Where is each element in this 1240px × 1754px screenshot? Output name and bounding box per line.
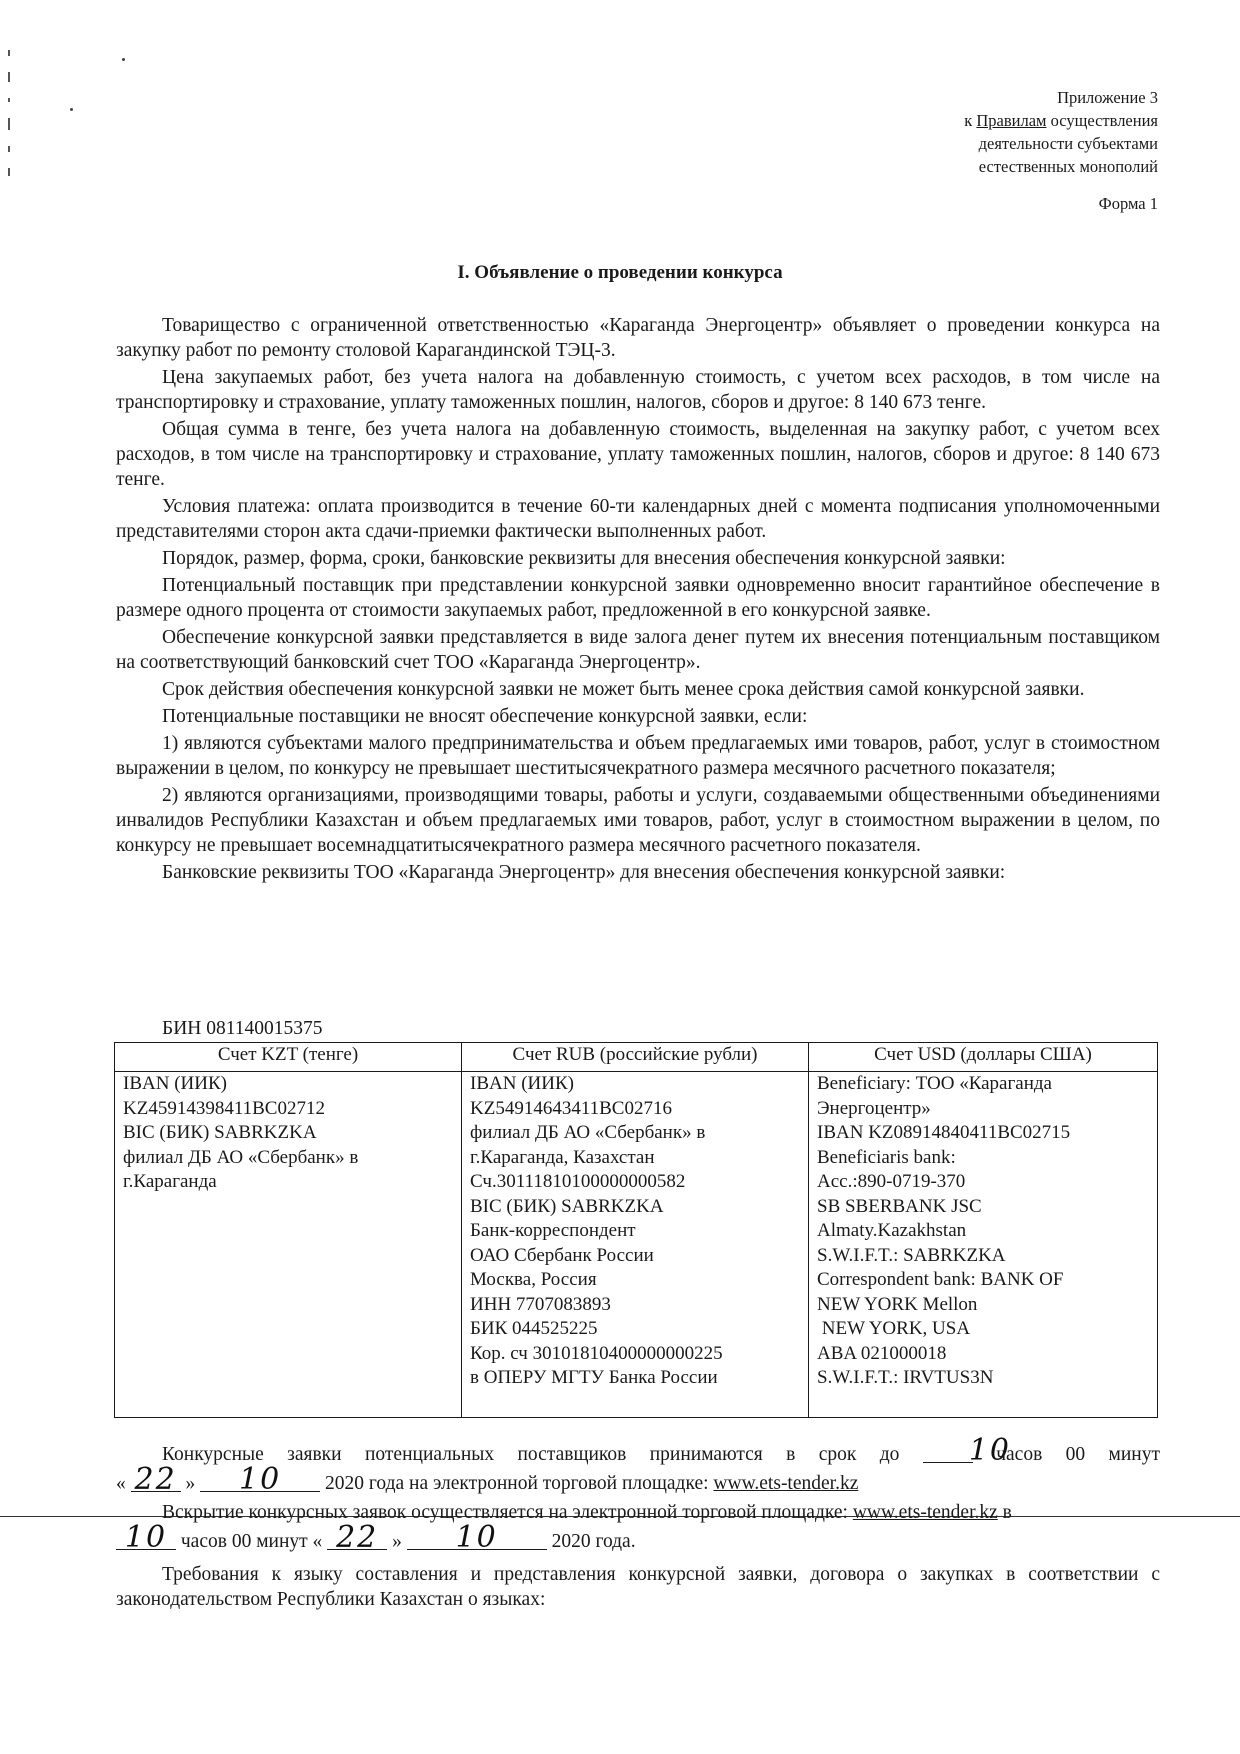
cell-line: Acc.:890-0719-370 — [817, 1171, 966, 1192]
form-number: Форма 1 — [1098, 194, 1158, 213]
cell-line: Almaty.Kazakhstan — [817, 1220, 967, 1241]
cell-line: г.Караганда, Казахстан — [470, 1146, 655, 1168]
cell-line: IBAN KZ08914840411BC02715 — [817, 1122, 1071, 1143]
document-title: I. Объявление о проведении конкурса — [457, 262, 783, 283]
kzt-account-cell — [115, 1072, 462, 1418]
opening-text: Вскрытие конкурсных заявок осуществляется на электронной торговой площадке: — [162, 1502, 853, 1523]
paragraph: Обеспечение конкурсной заявки представляется в виде залога денег путем их внесения потенциальным поставщиком на соответствующий банковский счет ТОО «Караганда Энергоцентр». — [116, 627, 1160, 673]
submission-text-3: 2020 года на электронной торговой площадке: — [325, 1473, 714, 1494]
scan-speck — [70, 108, 73, 111]
cell-line: ИНН 7707083893 — [470, 1293, 611, 1315]
opening-info: Вскрытие конкурсных заявок осуществляется на электронной торговой площадке: www.ets-tender.kz в 10 часов 00 минут « 22 » 10 2020 года. — [116, 1500, 1160, 1554]
paragraph: Условия платежа: оплата производится в течение 60-ти календарных дней с момента подписания уполномоченными представителями сторон акта сдачи-приемки фактически выполненных работ. — [116, 496, 1160, 542]
submission-text-2: часов 00 минут — [996, 1444, 1161, 1465]
table-row — [115, 1072, 1158, 1418]
cell-line: Москва, Россия — [470, 1269, 597, 1290]
paragraph: Порядок, размер, форма, сроки, банковские реквизиты для внесения обеспечения конкурсной заявки: — [162, 548, 1006, 569]
cell-line: IBAN (ИИК) — [470, 1073, 574, 1094]
paragraph: Цена закупаемых работ, без учета налога на добавленную стоимость, с учетом всех расходов, в том числе на транспортировку и страхование, уплату таможенных пошлин, налогов, сборов и другое: 8 140 673 тенге. — [116, 367, 1160, 413]
cell-line: филиал ДБ АО «Сбербанк» в — [123, 1146, 359, 1168]
cell-line: Банк-корреспондент — [470, 1220, 636, 1241]
bank-details-table — [114, 1042, 1158, 1418]
handwritten-day: 22 — [131, 1469, 181, 1492]
handwritten-hour: 10 — [116, 1527, 176, 1550]
language-requirements: Требования к языку составления и представления конкурсной заявки, договора о закупках в соответствии с законодательством Республики Казахстан о языках: — [116, 1564, 1160, 1610]
cell-line: S.W.I.F.T.: IRVTUS3N — [817, 1367, 994, 1388]
column-header-rub: Счет RUB (российские рубли) — [462, 1043, 809, 1072]
handwritten-month: 10 — [407, 1527, 547, 1550]
bin-number: БИН 081140015375 — [162, 1018, 323, 1039]
paragraph: Потенциальные поставщики не вносят обеспечение конкурсной заявки, если: — [162, 706, 808, 727]
header-line-3: деятельности субъектами — [978, 134, 1158, 153]
announcement-body — [116, 313, 1160, 887]
paragraph: Банковские реквизиты ТОО «Караганда Энергоцентр» для внесения обеспечения конкурсной заявки: — [162, 862, 1006, 883]
cell-line: Кор. сч 30101810400000000225 — [470, 1342, 723, 1364]
ets-tender-link[interactable]: www.ets-tender.kz — [852, 1502, 998, 1523]
rules-reference: к Правилам осуществления — [964, 111, 1158, 130]
handwritten-day: 22 — [327, 1527, 387, 1550]
opening-text-3: 2020 года. — [551, 1531, 636, 1552]
cell-line: г.Караганда — [123, 1171, 217, 1192]
column-header-usd: Счет USD (доллары США) — [809, 1043, 1158, 1072]
paragraph: 2) являются организациями, производящими товары, работы и услуги, создаваемыми общественными объединениями инвалидов Республики Казахстан и объем предлагаемых ими товаров, работ, услуг в стоимостном выражении в целом, по конкурсу не превышает восемнадцатитысячекратного размера месячного расчетного показателя. — [116, 785, 1160, 856]
cell-line: ABA 021000018 — [817, 1342, 947, 1364]
appendix-header — [964, 86, 1158, 178]
cell-line: Beneficiaris bank: — [817, 1146, 956, 1168]
cell-line: S.W.I.F.T.: SABRKZKA — [817, 1244, 1006, 1266]
rules-link[interactable]: Правилам — [976, 111, 1047, 130]
cell-line: Correspondent bank: BANK OF — [817, 1269, 1064, 1290]
cell-line: в ОПЕРУ МГТУ Банка России — [470, 1367, 718, 1388]
submission-deadline — [116, 1433, 1161, 1497]
quote-close: » — [392, 1531, 402, 1552]
paragraph: Общая сумма в тенге, без учета налога на добавленную стоимость, выделенная на закупку работ, с учетом всех расходов, в том числе на транспортировку и страхование, уплату таможенных пошлин, налогов, сборов и другое: 8 140 673 тенге. — [116, 419, 1160, 490]
rub-account-cell — [462, 1072, 809, 1418]
cell-line: BIC (БИК) SABRKZKA — [123, 1122, 317, 1143]
quote-close: » — [185, 1473, 196, 1494]
cell-line: Сч.30111810100000000582 — [470, 1171, 686, 1192]
handwritten-hour: 10 — [923, 1440, 973, 1463]
appendix-number: Приложение 3 — [1057, 88, 1158, 107]
cell-line: БИК 044525225 — [470, 1318, 598, 1339]
paragraph: Товарищество с ограниченной ответственностью «Караганда Энергоцентр» объявляет о проведении конкурса на закупку работ по ремонту столовой Карагандинской ТЭЦ-3. — [116, 315, 1160, 361]
cell-line: SB SBERBANK JSC — [817, 1195, 982, 1217]
scan-speck — [122, 58, 125, 61]
cell-line: NEW YORK, USA — [817, 1318, 971, 1339]
paragraph: 1) являются субъектами малого предпринимательства и объем предлагаемых ими товаров, работ, услуг в стоимостном выражении в целом, по конкурсу не превышает шеститысячекратного размера месячного расчетного показателя; — [116, 733, 1160, 779]
usd-account-cell — [809, 1072, 1158, 1418]
cell-line: NEW YORK Mellon — [817, 1293, 978, 1315]
scan-margin-marks — [6, 50, 16, 250]
ets-tender-link[interactable]: www.ets-tender.kz — [713, 1473, 859, 1494]
submission-text: Конкурсные заявки потенциальных поставщиков принимаются в срок до — [162, 1444, 900, 1465]
paragraph: Срок действия обеспечения конкурсной заявки не может быть менее срока действия самой конкурсной заявки. — [162, 679, 1085, 700]
cell-line: KZ45914398411BC02712 — [123, 1097, 325, 1119]
cell-line: BIC (БИК) SABRKZKA — [470, 1195, 664, 1217]
cell-line: филиал ДБ АО «Сбербанк» в — [470, 1122, 706, 1143]
opening-text-2: часов 00 минут « — [180, 1531, 323, 1552]
cell-line: Beneficiary: ТОО «Караганда — [817, 1073, 1052, 1094]
header-line-4: естественных монополий — [978, 157, 1158, 176]
paragraph: Потенциальный поставщик при представлении конкурсной заявки одновременно вносит гарантийное обеспечение в размере одного процента от стоимости закупаемых работ, предложенной в его конкурсной заявке. — [116, 575, 1160, 621]
cell-line: KZ54914643411BC02716 — [470, 1097, 672, 1119]
cell-line: ОАО Сбербанк России — [470, 1244, 654, 1266]
cell-line: IBAN (ИИК) — [123, 1073, 227, 1094]
table-header-row — [115, 1043, 1158, 1072]
cell-line: Энергоцентр» — [817, 1097, 931, 1119]
quote-open: « — [116, 1473, 126, 1494]
handwritten-month: 10 — [200, 1469, 320, 1492]
column-header-kzt: Счет KZT (тенге) — [115, 1043, 462, 1072]
